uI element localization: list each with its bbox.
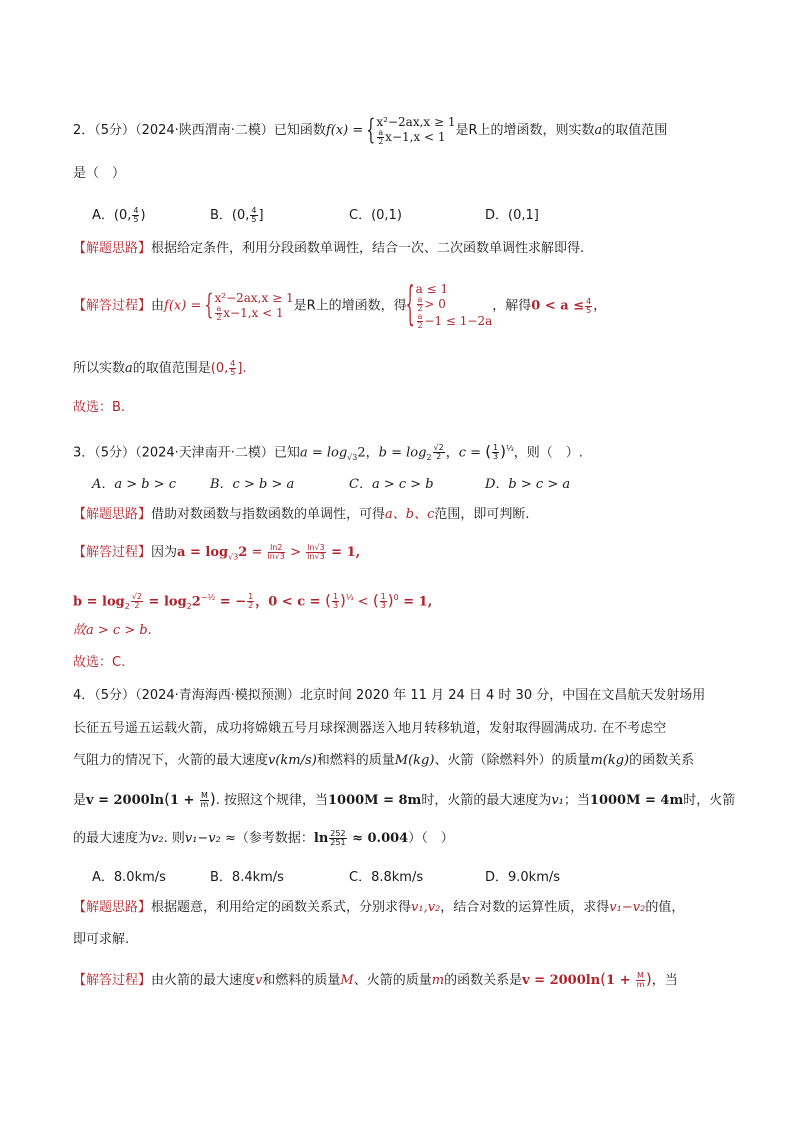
q3-process-line2: $b = \log_2$ $\frac{√2}{2}$ = $\log_22^{-\frac{1}{2}}$ = − $\frac{1}{2}$ ，0 < c = ( $\frac{1}{3}$ )$^{\frac{1}{3}}$ < ( $\frac{1}{3}$ )$^0$ = 1, xyxy=(73,591,433,611)
q2-score: （5分） xyxy=(94,123,136,138)
q4-option-b: B．8.4km/s xyxy=(210,870,284,885)
q2-system: { a ≤ 1 $\frac{a}{2}$ > 0 $\frac{a}{2}$ −1 ≤ 1−2a xyxy=(407,282,493,330)
q4-idea-line2: 即可求解. xyxy=(73,932,130,947)
q3-option-c: C．a > c > b xyxy=(349,477,434,492)
q4-stem-line2: 长征五号遥五运载火箭，成功将嫦娥五号月球探测器送入地月转移轨道，发射取得圆满成功. 在不考虑空 xyxy=(73,721,667,736)
q4-option-c: C．8.8km/s xyxy=(349,870,424,885)
q4-stem-line1: 4．（5分）（2024·青海海西·模拟预测）北京时间 2020 年 11 月 24 日 4 时 30 分，中国在文昌航天发射场用 xyxy=(73,688,706,703)
q4-process: 【解答过程】由火箭的最大速度v和燃料的质量M、火箭的质量m的函数关系是v = 2000ln(1 + $\frac{M}{m}$ )，当 xyxy=(73,970,678,989)
q3-stem: 3．（5分）（2024·天津南开·二模）已知$a = \log_{√3}2$，$b = \log_2$ $\frac{√2}{2}$ ，c = ( $\frac{1}{3}$ )$^{\frac{1}{3}}$，则（ ）. xyxy=(73,442,583,462)
q4-stem-line4: 是v = 2000ln(1 + $\frac{M}{m}$ ). 按照这个规律，当1000M = 8m时，火箭的最大速度为v₁；当1000M = 4m时，火箭 xyxy=(73,790,736,809)
q4-stem-line5: 的最大速度为v₂. 则v₁−v₂ ≈（参考数据：ln $\frac{252}{251}$ ≈ 0.004）（ ） xyxy=(73,829,454,847)
q2-source: （2024·陕西渭南·二模） xyxy=(135,123,274,138)
q2-option-c: C．(0,1) xyxy=(349,208,402,223)
q2-conclusion: 所以实数a的取值范围是(0, $\frac{4}{5}$ ]. xyxy=(73,359,247,377)
q4-idea-line1: 【解题思路】根据题意，利用给定的函数关系式，分别求得v₁,v₂，结合对数的运算性质，求得v₁−v₂的值， xyxy=(73,900,685,915)
q3-process-line1: 【解答过程】因为$a = \log_{√3}2$ = $\frac{\ln 2}{\ln√3}$ > $\frac{\ln√3}{\ln√3}$ = 1, xyxy=(73,543,361,562)
q2-stem-line1: 2．（5分）（2024·陕西渭南·二模）已知函数f(x) = { x²−2ax,x ≥ 1 $\frac{a}{2}$ x−1,x < 1 是R上的增函数，则实数a的取值范围 xyxy=(73,115,667,146)
q3-option-a: A．a > b > c xyxy=(92,477,177,492)
q2-function: f(x) = xyxy=(325,123,368,138)
q2-process: 【解答过程】由f(x) = { x²−2ax,x ≥ 1 $\frac{a}{2}$ x−1,x < 1 是R上的增函数，得 { a ≤ 1 $\frac{a}{2}$ > 0 $\frac{a}{2}$ −1 ≤ 1−2a ，解得0 < a ≤ $\frac{4}{5}$ ， xyxy=(73,282,606,330)
q2-option-d: D．(0,1] xyxy=(485,208,539,223)
q3-option-d: D．b > c > a xyxy=(485,477,571,492)
q3-answer: 故选：C. xyxy=(73,655,126,670)
q4-option-a: A．8.0km/s xyxy=(92,870,166,885)
q3-option-b: B．c > b > a xyxy=(210,477,295,492)
q2-number: 2． xyxy=(73,123,95,138)
q4-stem-line3: 气阻力的情况下，火箭的最大速度v(km/s)和燃料的质量M(kg)、火箭（除燃料外）的质量m(kg)的函数关系 xyxy=(73,753,695,768)
q2-answer: 故选：B. xyxy=(73,400,126,415)
q3-process-line3: 故a > c > b. xyxy=(73,623,152,638)
q4-option-d: D．9.0km/s xyxy=(485,870,561,885)
q2-option-b: B．(0, $\frac{4}{5}$ ] xyxy=(210,206,264,224)
q2-stem-line2: 是（ ） xyxy=(73,166,126,181)
q2-piecewise: { x²−2ax,x ≥ 1 $\frac{a}{2}$ x−1,x < 1 xyxy=(367,115,455,146)
q3-idea: 【解题思路】借助对数函数与指数函数的单调性，可得a、b、c范围，即可判断. xyxy=(73,507,530,522)
q2-idea: 【解题思路】根据给定条件，利用分段函数单调性，结合一次、二次函数单调性求解即得. xyxy=(73,241,585,256)
q2-option-a: A．(0, $\frac{4}{5}$ ) xyxy=(92,206,146,224)
